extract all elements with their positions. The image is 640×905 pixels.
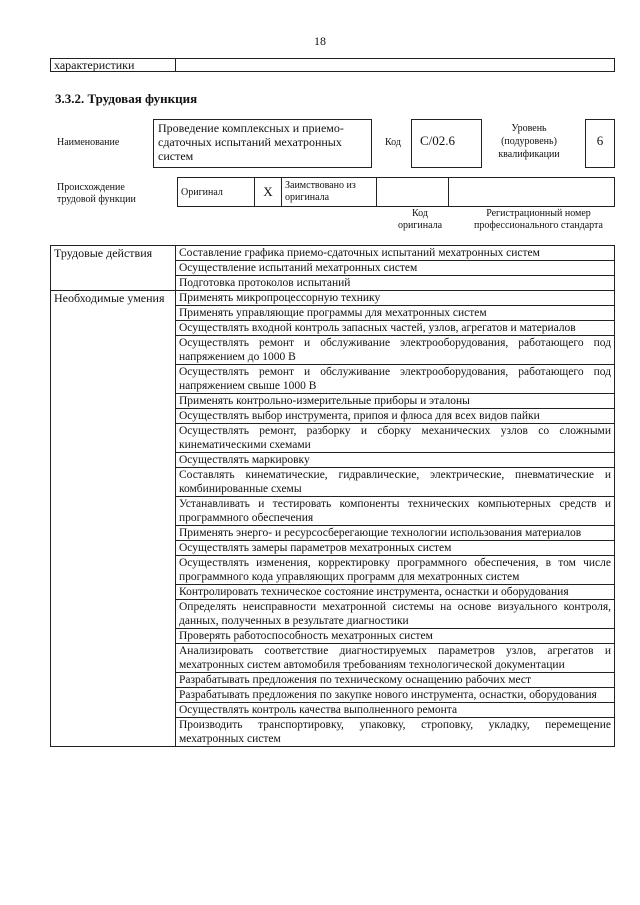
origin-reg-caption: Регистрационный номер профессионального стандарта <box>474 208 603 231</box>
section-item: Осуществлять ремонт и обслуживание электрооборудования, работающего под напряжением свыше 1000 В <box>176 365 615 394</box>
section-item: Проверять работоспособность мехатронных систем <box>176 629 615 644</box>
section-item: Определять неисправности мехатронной системы на основе визуального контроля, данных, полученных в результате диагностики <box>176 600 615 629</box>
section-item: Осуществлять маркировку <box>176 453 615 468</box>
level-value: 6 <box>585 119 615 168</box>
section-item: Осуществлять выбор инструмента, припоя и флюса для всех видов пайки <box>176 409 615 424</box>
requirements-table <box>50 245 615 747</box>
origin-reg-cell <box>449 178 615 207</box>
section-heading: 3.3.2. Трудовая функция <box>55 91 198 106</box>
section-item: Подготовка протоколов испытаний <box>176 276 615 291</box>
origin-code-caption: Код оригинала <box>397 208 443 231</box>
function-name-value: Проведение комплексных и приемо-сдаточных испытаний мехатронных систем <box>153 119 372 168</box>
origin-borrowed: Заимствовано из оригинала <box>282 178 377 207</box>
section-item: Применять контрольно-измерительные приборы и эталоны <box>176 394 615 409</box>
section-item: Составлять кинематические, гидравлические, электрические, пневматические и комбинированные схемы <box>176 468 615 497</box>
section-title: Трудовые действия <box>51 246 176 291</box>
section-item: Осуществление испытаний мехатронных систем <box>176 261 615 276</box>
characteristics-value <box>176 59 615 72</box>
continuation-table <box>50 58 615 72</box>
section-item: Производить транспортировку, упаковку, строповку, укладку, перемещение мехатронных систем <box>176 718 615 747</box>
origin-mark: X <box>255 178 282 207</box>
origin-table <box>177 177 615 207</box>
level-label: Уровень (подуровень) квалификации <box>498 123 560 160</box>
section-item: Разрабатывать предложения по закупке нового инструмента, оснастки, оборудования <box>176 688 615 703</box>
section-item: Осуществлять контроль качества выполненного ремонта <box>176 703 615 718</box>
section-item: Осуществлять входной контроль запасных частей, узлов, агрегатов и материалов <box>176 321 615 336</box>
section-item: Применять управляющие программы для мехатронных систем <box>176 306 615 321</box>
table-row <box>51 246 615 261</box>
section-item: Составление графика приемо-сдаточных испытаний мехатронных систем <box>176 246 615 261</box>
section-item: Разрабатывать предложения по техническому оснащению рабочих мест <box>176 673 615 688</box>
section-item: Анализировать соответствие диагностируемых параметров узлов, агрегатов и мехатронных систем автомобиля требованиям технологической документации <box>176 644 615 673</box>
origin-original: Оригинал <box>178 178 255 207</box>
characteristics-label: характеристики <box>51 59 176 72</box>
code-label: Код <box>385 137 401 148</box>
section-item: Осуществлять ремонт и обслуживание электрооборудования, работающего под напряжением до 1000 В <box>176 336 615 365</box>
table-row <box>51 291 615 306</box>
section-item: Осуществлять изменения, корректировку программного обеспечения, в том числе программного кода управляющих программ для мехатронных систем <box>176 556 615 585</box>
code-value: С/02.6 <box>411 119 482 168</box>
page-number: 18 <box>314 34 326 48</box>
origin-code-cell <box>377 178 449 207</box>
section-item: Устанавливать и тестировать компоненты технических компьютерных средств и программного обеспечения <box>176 497 615 526</box>
function-name-label: Наименование <box>57 137 120 148</box>
origin-label: Происхождение трудовой функции <box>57 182 136 205</box>
section-item: Контролировать техническое состояние инструмента, оснастки и оборудования <box>176 585 615 600</box>
section-item: Применять энерго- и ресурсосберегающие технологии использования материалов <box>176 526 615 541</box>
section-item: Осуществлять ремонт, разборку и сборку механических узлов со сложными кинематическими схемами <box>176 424 615 453</box>
section-item: Осуществлять замеры параметров мехатронных систем <box>176 541 615 556</box>
section-item: Применять микропроцессорную технику <box>176 291 615 306</box>
section-title: Необходимые умения <box>51 291 176 747</box>
